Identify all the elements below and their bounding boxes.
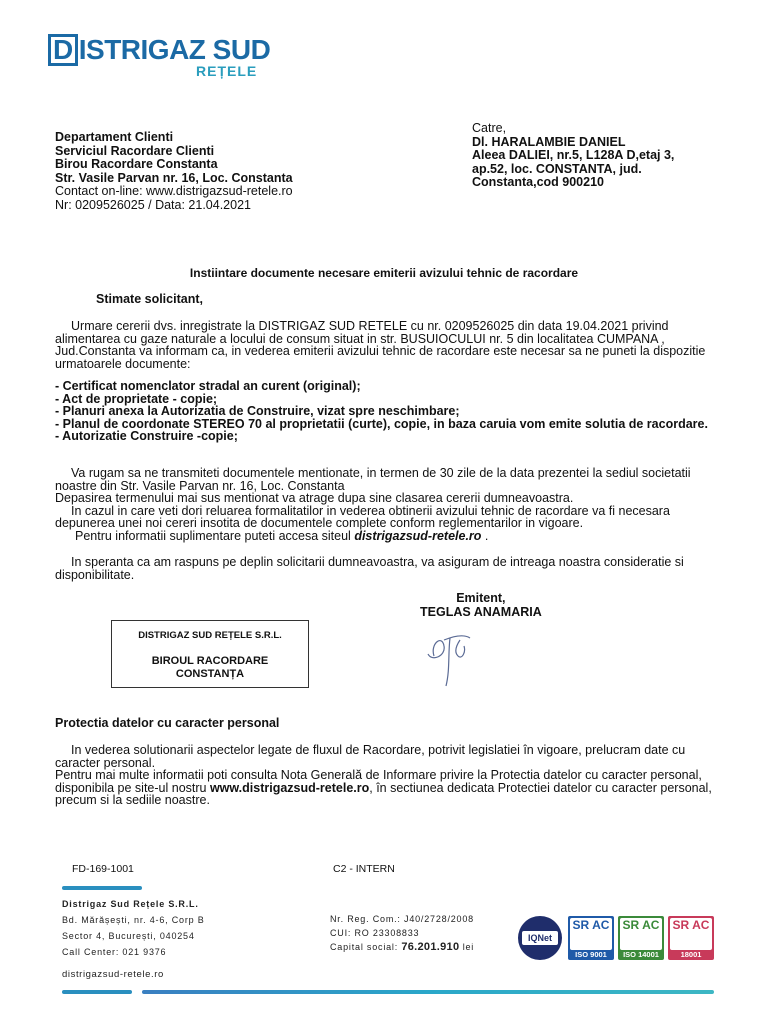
salutation: Stimate solicitant, xyxy=(96,292,203,306)
stamp-line: BIROUL RACORDARE xyxy=(151,655,269,667)
cert-mark: SR AC xyxy=(622,918,660,932)
reg-number: Nr. Reg. Com.: J40/2728/2008 xyxy=(330,914,474,924)
sender-contact: Contact on-line: www.distrigazsud-retele.ro xyxy=(55,184,293,198)
document-item: - Planul de coordonate STEREO 70 al proprietatii (curte), copie, in baza caruia vom emite solutia de racordare. xyxy=(55,416,708,431)
form-code: FD-169-1001 xyxy=(72,863,134,875)
iqnet-label: IQNet xyxy=(522,931,558,945)
paragraph-text: Depasirea termenului mai sus mentionat va atrage dupa sine clasarea cererii dumneavoastra. xyxy=(55,491,574,505)
footer-divider xyxy=(62,886,142,890)
office-stamp xyxy=(111,620,309,688)
capital-unit: lei xyxy=(459,942,475,952)
cert-mark: SR AC xyxy=(672,918,710,932)
issuer-block xyxy=(420,592,542,619)
issuer-label: Emitent, xyxy=(456,591,506,605)
recipient-line: Aleea DALIEI, nr.5, L128A D,etaj 3, xyxy=(472,148,675,162)
paragraph-text: Urmare cererii dvs. inregistrate la DISTRIGAZ SUD RETELE cu nr. 0209526025 din data 19.04.2021 privind alimentarea cu gaze naturale a locului de consum situat in str. BUSUIOCULUI nr. 5 din localitatea CUMPANA , Jud.Constanta va informam ca, in vederea emiterii avizului tehnic de racordare este necesar sa ne puneti la dispozitie urmatoarele documente: xyxy=(55,319,706,371)
capital-label: Capital social: xyxy=(330,942,402,952)
recipient-label: Catre, xyxy=(472,121,507,135)
recipient-line: Constanta,cod 900210 xyxy=(472,175,604,189)
iqnet-badge xyxy=(518,916,562,960)
document-item: - Certificat nomenclator stradal an curent (original); xyxy=(55,379,361,393)
recipient-line: ap.52, loc. CONSTANTA, jud. xyxy=(472,161,642,176)
cert-label: ISO 14001 xyxy=(623,950,659,959)
footer-website[interactable]: distrigazsud-retele.ro xyxy=(62,969,164,980)
document-item: - Planuri anexa la Autorizatia de Construire, vizat spre neschimbare; xyxy=(55,404,460,418)
paragraph-text: Pentru informatii suplimentare puteti accesa siteul xyxy=(75,528,355,543)
letter-subject: Instiintare documente necesare emiterii avizului tehnic de racordare xyxy=(189,266,579,280)
iso-9001-badge xyxy=(568,916,614,960)
paragraph-text: In speranta ca am raspuns pe deplin solicitarii dumneavoastra, va asiguram de intreaga noastra consideratie si disponibilitate. xyxy=(55,555,684,582)
iso-14001-badge xyxy=(618,916,664,960)
stamp-company: DISTRIGAZ SUD REȚELE S.R.L. xyxy=(138,630,282,641)
logo-letter: D xyxy=(48,34,78,66)
privacy-website-link[interactable]: www.distrigazsud-retele.ro xyxy=(209,780,370,795)
document-reference: Nr: 0209526025 / Data: 21.04.2021 xyxy=(55,197,251,212)
stamp-line: CONSTANȚA xyxy=(175,667,245,680)
sender-line: Serviciul Racordare Clienti xyxy=(55,143,215,158)
capital-value: 76.201.910 xyxy=(401,941,460,953)
company-logo xyxy=(48,34,270,66)
classification-label: C2 - INTERN xyxy=(333,863,395,875)
recipient-line: Dl. HARALAMBIE DANIEL xyxy=(472,134,626,149)
paragraph-text: In cazul in care veti dori reluarea formalitatilor in vederea obtinerii avizului tehnic de racordare va fi necesara depunerea unei noi cereri insotita de documentele complete conform reglementarilor in vigoare. xyxy=(55,503,670,530)
paragraph-text: . xyxy=(481,528,489,543)
sender-block xyxy=(55,131,293,212)
registration-details xyxy=(330,912,474,954)
issuer-name: TEGLAS ANAMARIA xyxy=(420,604,542,619)
document-item: - Autorizatie Construire -copie; xyxy=(55,429,238,443)
website-link[interactable]: distrigazsud-retele.ro xyxy=(354,528,482,543)
document-item: - Act de proprietate - copie; xyxy=(55,391,218,406)
cert-mark: SR AC xyxy=(572,918,610,932)
logo-subtitle: REȚELE xyxy=(196,63,258,79)
privacy-title: Protectia datelor cu caracter personal xyxy=(55,716,280,730)
footer-bar xyxy=(142,990,714,994)
stamp-text xyxy=(112,655,308,680)
paragraph-instructions xyxy=(55,467,715,542)
paragraph-text: In vederea solutionarii aspectelor legate de fluxul de Racordare, potrivit legislatiei în vigoare, prelucram date cu caracter personal. xyxy=(55,743,686,770)
recipient-block xyxy=(472,122,674,190)
paragraph-text: , în sectiunea dedicata Protectiei datelor cu caracter personal, precum si la sediile noastre. xyxy=(55,780,712,807)
sender-line: Birou Racordare Constanta xyxy=(55,157,218,171)
documents-list xyxy=(55,380,715,443)
paragraph-closing xyxy=(55,556,715,581)
cui-number: CUI: RO 23308833 xyxy=(330,928,420,938)
company-name: Distrigaz Sud Rețele S.R.L. xyxy=(62,899,199,909)
handwritten-signature xyxy=(420,626,480,692)
company-details xyxy=(62,896,205,960)
paragraph-text: Va rugam sa ne transmiteti documentele mentionate, in termen de 30 zile de la data prezentei la sediul societatii noastre din Str. Vasile Parvan nr. 16, Loc. Constanta xyxy=(55,466,691,493)
privacy-text xyxy=(55,744,715,807)
paragraph-text: Pentru mai multe informatii poti consulta Nota Generală de Informare privire la Protectia datelor cu caracter personal, disponibila pe site-ul nostru xyxy=(55,768,702,795)
company-address: Sector 4, București, 040254 xyxy=(62,931,195,941)
call-center: Call Center: 021 9376 xyxy=(62,947,167,957)
logo-text: ISTRIGAZ SUD xyxy=(78,34,271,65)
cert-label: OHSAS 18001 xyxy=(677,941,705,959)
cert-label: ISO 9001 xyxy=(575,950,607,959)
ohsas-18001-badge xyxy=(668,916,714,960)
company-address: Bd. Mărășești, nr. 4-6, Corp B xyxy=(62,915,205,925)
paragraph-request xyxy=(55,320,715,370)
sender-line: Departament Clienti xyxy=(55,130,174,144)
sender-line: Str. Vasile Parvan nr. 16, Loc. Constanta xyxy=(55,170,293,185)
footer-bar xyxy=(62,990,132,994)
